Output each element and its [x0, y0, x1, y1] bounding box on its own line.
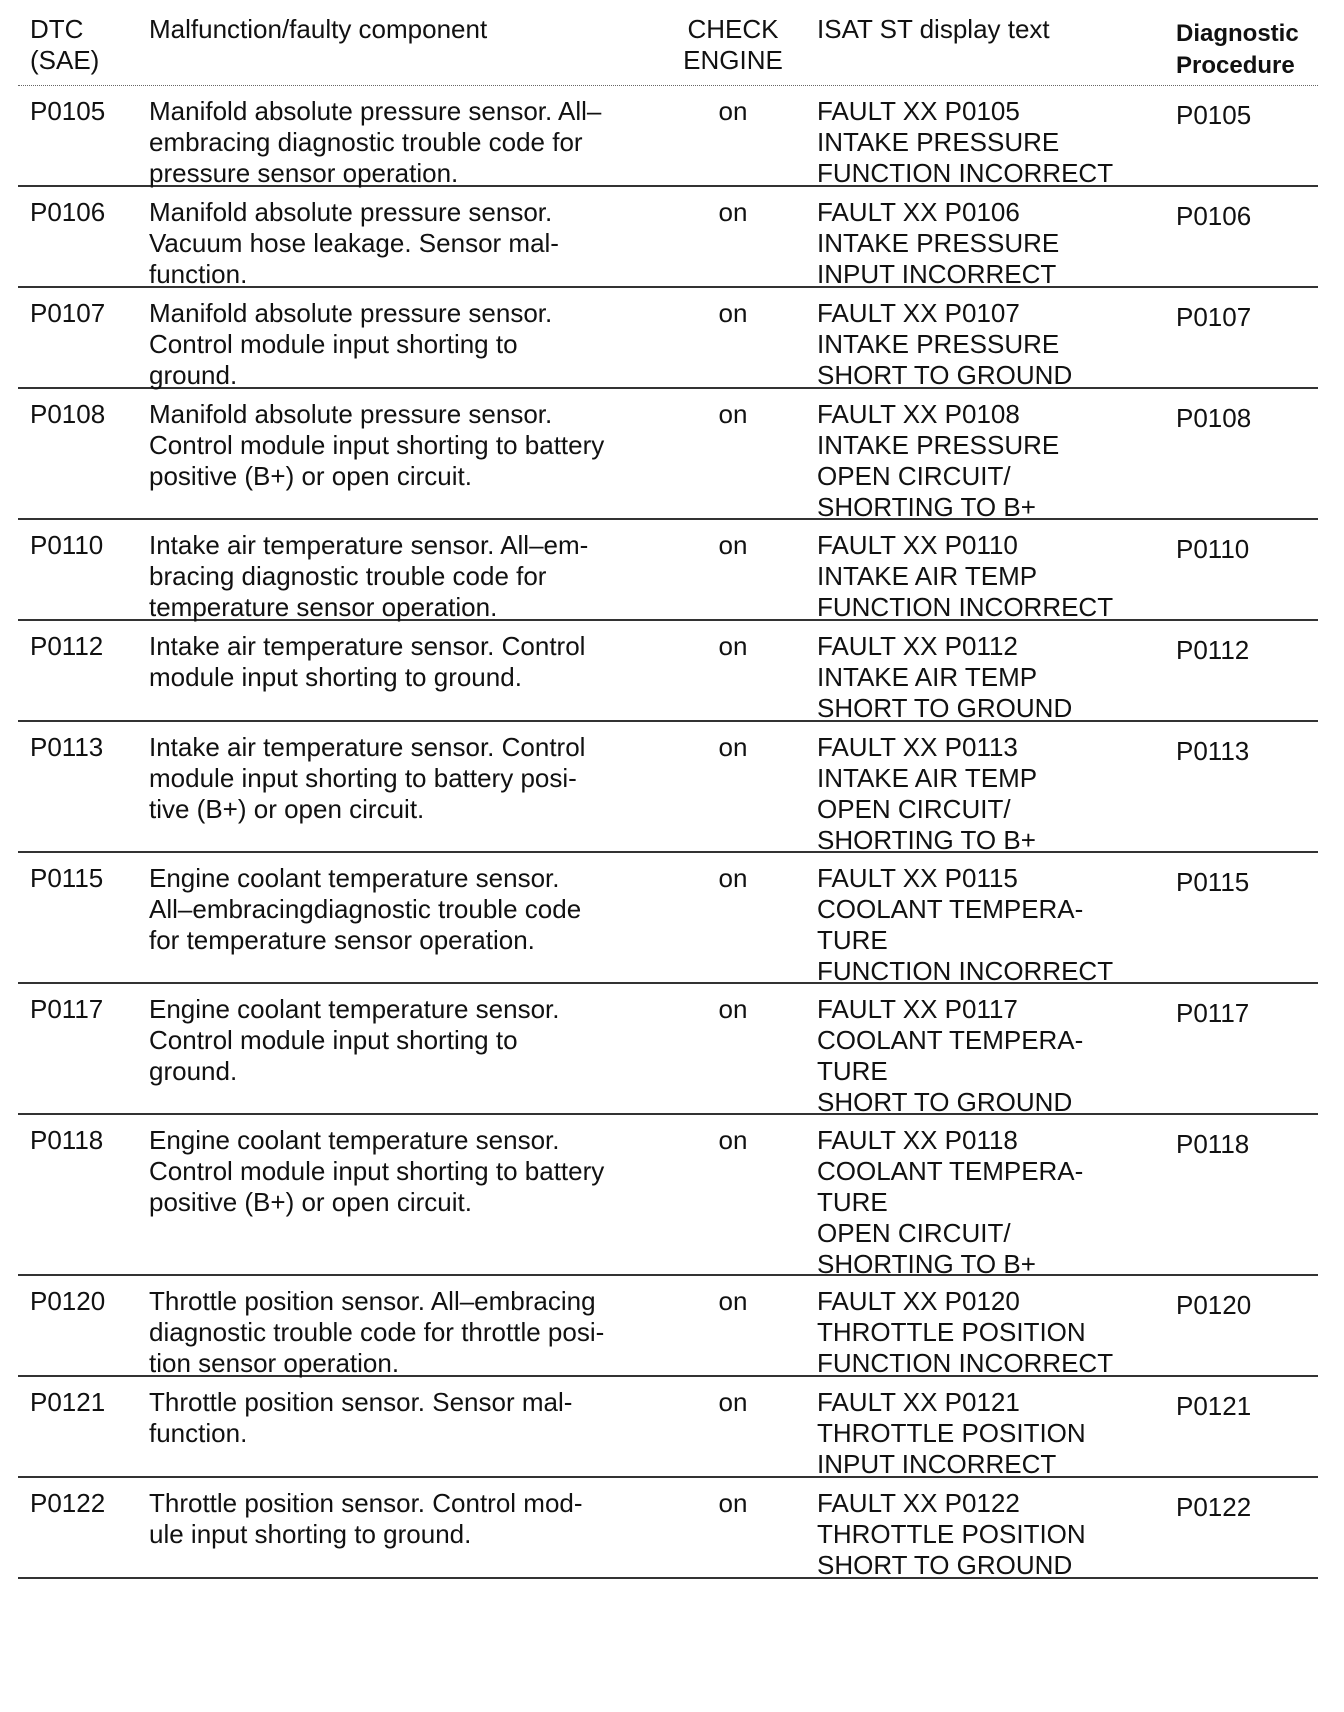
table-header — [18, 8, 1318, 86]
dtc-code: P0110 — [30, 530, 104, 560]
dtc-code: P0115 — [30, 863, 104, 893]
table-row — [18, 621, 1318, 722]
isat-display-text: FAULT XX P0110 INTAKE AIR TEMP FUNCTION INCORRECT — [817, 530, 1114, 622]
isat-display-text: FAULT XX P0108 INTAKE PRESSURE OPEN CIRCUIT/ SHORTING TO B+ — [817, 399, 1060, 522]
dtc-code: P0113 — [30, 732, 104, 762]
table-row — [18, 984, 1318, 1115]
dtc-code: P0118 — [30, 1125, 104, 1155]
isat-display-text: FAULT XX P0115 COOLANT TEMPERA- TURE FUNCTION INCORRECT — [817, 863, 1114, 986]
table-row — [18, 853, 1318, 984]
dtc-code: P0122 — [30, 1488, 106, 1518]
table-row — [18, 389, 1318, 520]
dtc-code: P0105 — [30, 96, 106, 126]
isat-display-text: FAULT XX P0120 THROTTLE POSITION FUNCTION INCORRECT — [817, 1286, 1114, 1378]
table-row — [18, 1377, 1318, 1478]
diagnostic-procedure: P0120 — [1176, 1290, 1252, 1320]
diagnostic-procedure: P0118 — [1176, 1129, 1250, 1159]
check-engine-status: on — [718, 631, 748, 661]
isat-display-text: FAULT XX P0121 THROTTLE POSITION INPUT INCORRECT — [817, 1387, 1086, 1479]
table-row — [18, 1478, 1318, 1579]
isat-display-text: FAULT XX P0106 INTAKE PRESSURE INPUT INCORRECT — [817, 197, 1060, 289]
table-row — [18, 288, 1318, 389]
isat-display-text: FAULT XX P0113 INTAKE AIR TEMP OPEN CIRCUIT/ SHORTING TO B+ — [817, 732, 1038, 855]
diagnostic-procedure: P0106 — [1176, 201, 1252, 231]
fault-description: Intake air temperature sensor. Control module input shorting to battery posi- tive (B+) or open circuit. — [149, 732, 586, 824]
fault-description: Manifold absolute pressure sensor. All– embracing diagnostic trouble code for pressure sensor operation. — [149, 96, 602, 188]
dtc-code: P0106 — [30, 197, 106, 227]
dtc-code: P0112 — [30, 631, 104, 661]
table-row — [18, 187, 1318, 288]
header-description: Malfunction/faulty component — [149, 14, 488, 44]
check-engine-status: on — [718, 1125, 748, 1155]
isat-display-text: FAULT XX P0122 THROTTLE POSITION SHORT TO GROUND — [817, 1488, 1086, 1580]
dtc-code: P0107 — [30, 298, 106, 328]
check-engine-status: on — [718, 732, 748, 762]
check-engine-status: on — [718, 1387, 748, 1417]
dtc-code: P0117 — [30, 994, 104, 1024]
isat-display-text: FAULT XX P0107 INTAKE PRESSURE SHORT TO GROUND — [817, 298, 1073, 390]
diagnostic-procedure: P0121 — [1176, 1391, 1252, 1421]
isat-display-text: FAULT XX P0118 COOLANT TEMPERA- TURE OPEN CIRCUIT/ SHORTING TO B+ — [817, 1125, 1084, 1279]
diagnostic-procedure: P0113 — [1176, 736, 1250, 766]
table-row — [18, 722, 1318, 853]
dtc-code: P0108 — [30, 399, 106, 429]
table-row — [18, 1276, 1318, 1377]
check-engine-status: on — [718, 1286, 748, 1316]
fault-description: Intake air temperature sensor. Control module input shorting to ground. — [149, 631, 586, 692]
diagnostic-procedure: P0112 — [1176, 635, 1250, 665]
diagnostic-procedure: P0117 — [1176, 998, 1250, 1028]
diagnostic-procedure: P0110 — [1176, 534, 1250, 564]
table-row — [18, 86, 1318, 187]
check-engine-status: on — [718, 399, 748, 429]
dtc-table — [18, 8, 1318, 1579]
check-engine-status: on — [718, 863, 748, 893]
header-isat-text: ISAT ST display text — [817, 14, 1050, 44]
fault-description: Engine coolant temperature sensor. Control module input shorting to ground. — [149, 994, 560, 1086]
check-engine-status: on — [718, 298, 748, 328]
fault-description: Engine coolant temperature sensor. All–embracingdiagnostic trouble code for temperature sensor operation. — [149, 863, 582, 955]
check-engine-status: on — [718, 994, 748, 1024]
diagnostic-procedure: P0122 — [1176, 1492, 1252, 1522]
table-row — [18, 520, 1318, 621]
fault-description: Manifold absolute pressure sensor. Vacuum hose leakage. Sensor mal- function. — [149, 197, 559, 289]
diagnostic-procedure: P0107 — [1176, 302, 1252, 332]
check-engine-status: on — [718, 530, 748, 560]
fault-description: Manifold absolute pressure sensor. Control module input shorting to battery positive (B+) or open circuit. — [149, 399, 605, 491]
diagnostic-procedure: P0108 — [1176, 403, 1252, 433]
header-dtc: DTC (SAE) — [30, 14, 100, 75]
check-engine-status: on — [718, 197, 748, 227]
diagnostic-procedure: P0105 — [1176, 100, 1252, 130]
fault-description: Manifold absolute pressure sensor. Control module input shorting to ground. — [149, 298, 553, 390]
fault-description: Throttle position sensor. Control mod- ule input shorting to ground. — [149, 1488, 583, 1549]
isat-display-text: FAULT XX P0105 INTAKE PRESSURE FUNCTION INCORRECT — [817, 96, 1114, 188]
diagnostic-procedure: P0115 — [1176, 867, 1250, 897]
header-check-engine: CHECK ENGINE — [683, 14, 783, 75]
isat-display-text: FAULT XX P0112 INTAKE AIR TEMP SHORT TO GROUND — [817, 631, 1073, 723]
check-engine-status: on — [718, 96, 748, 126]
fault-description: Throttle position sensor. All–embracing diagnostic trouble code for throttle posi- tion sensor operation. — [149, 1286, 605, 1378]
table-row — [18, 1115, 1318, 1279]
header-procedure: Diagnostic Procedure — [1176, 20, 1299, 79]
dtc-code: P0121 — [30, 1387, 106, 1417]
check-engine-status: on — [718, 1488, 748, 1518]
isat-display-text: FAULT XX P0117 COOLANT TEMPERA- TURE SHORT TO GROUND — [817, 994, 1084, 1117]
fault-description: Engine coolant temperature sensor. Control module input shorting to battery positive (B+) or open circuit. — [149, 1125, 605, 1217]
fault-description: Throttle position sensor. Sensor mal- function. — [149, 1387, 573, 1448]
dtc-code: P0120 — [30, 1286, 106, 1316]
fault-description: Intake air temperature sensor. All–em- bracing diagnostic trouble code for temperature sensor operation. — [149, 530, 589, 622]
